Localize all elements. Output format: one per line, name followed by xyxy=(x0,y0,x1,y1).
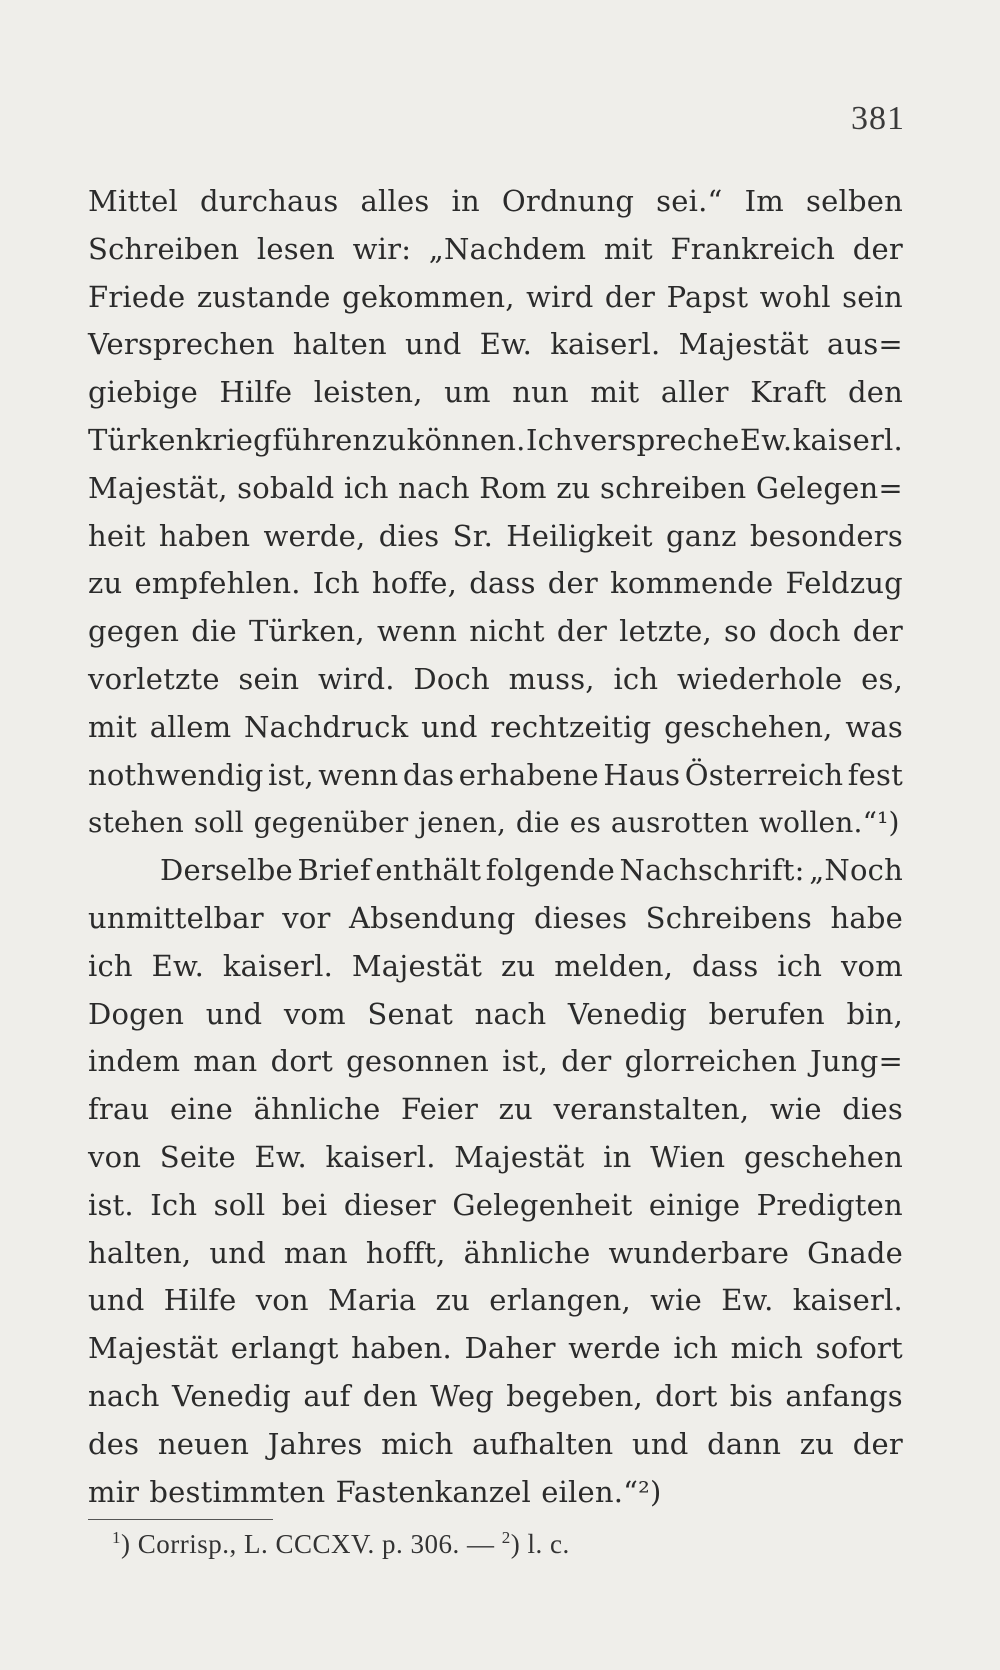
word: was xyxy=(845,709,903,744)
word: mit xyxy=(88,709,138,744)
word: und xyxy=(421,709,478,744)
word: Ordnung xyxy=(501,184,635,218)
word: so xyxy=(724,614,757,649)
word: Predigten xyxy=(756,1187,903,1222)
word: die xyxy=(515,806,560,840)
footnote-marker: 1 xyxy=(112,1528,121,1547)
word: dieses xyxy=(534,900,628,935)
word: von xyxy=(255,1283,309,1318)
word: bei xyxy=(281,1187,328,1222)
word: enthält xyxy=(375,853,482,888)
word: Ew. xyxy=(479,327,533,362)
word: ich xyxy=(343,470,389,505)
word: Papst xyxy=(666,279,749,314)
text-line xyxy=(88,1038,903,1086)
word: muss, xyxy=(508,661,595,696)
word: nothwendig xyxy=(88,757,264,792)
footnote xyxy=(112,1528,570,1560)
word: zu xyxy=(500,948,536,983)
word: zu xyxy=(799,1426,835,1461)
word: sein xyxy=(842,279,903,314)
word: vorletzte xyxy=(88,661,220,696)
word: dieser xyxy=(343,1187,436,1222)
text-line xyxy=(88,417,903,465)
word: doch xyxy=(768,614,841,649)
word: geschehen, xyxy=(664,709,833,744)
word: Frankreich xyxy=(670,231,836,266)
word: wunderbare xyxy=(608,1235,790,1270)
word: erlangen, xyxy=(489,1283,631,1318)
word: Hilfe xyxy=(163,1283,237,1318)
word: das xyxy=(402,757,455,792)
word: dass xyxy=(469,566,536,601)
text-line xyxy=(88,369,903,417)
word: Mittel xyxy=(88,184,178,218)
word: den xyxy=(362,1378,418,1413)
word: Türken, xyxy=(248,614,365,649)
text-line xyxy=(88,1469,903,1517)
word: mit xyxy=(590,375,640,410)
word: nun xyxy=(512,375,569,410)
word: durchaus xyxy=(199,184,339,218)
word: ich xyxy=(613,661,659,696)
word: wollen.“¹) xyxy=(758,806,900,840)
word: halten xyxy=(292,327,387,362)
body-text xyxy=(88,178,903,1516)
word: Derselbe xyxy=(160,853,293,888)
word: mich xyxy=(381,1426,454,1461)
word: frau xyxy=(88,1092,150,1127)
word: soll xyxy=(213,1187,266,1222)
word: leisten, xyxy=(313,375,423,410)
word: wiederhole xyxy=(676,661,843,696)
word: Majestät xyxy=(678,327,809,362)
text-line xyxy=(88,1182,903,1230)
text-line xyxy=(88,274,903,322)
word: ist, xyxy=(502,1044,549,1079)
word: berufen xyxy=(708,996,825,1031)
word: Fastenkanzel xyxy=(335,1474,532,1509)
word: wohl xyxy=(759,279,831,314)
footnote-text: ) Corrisp., L. CCCXV. p. 306. — xyxy=(121,1529,502,1559)
word: dass xyxy=(692,948,759,983)
word: gegen xyxy=(88,614,180,649)
footnote-divider xyxy=(88,1519,273,1520)
text-line xyxy=(88,226,903,274)
word: dort xyxy=(655,1378,718,1413)
page-number: 381 xyxy=(851,100,905,137)
word: Schreibens xyxy=(645,900,813,935)
word: Doch xyxy=(413,661,490,696)
word: anfangs xyxy=(785,1378,903,1413)
word: Gelegen= xyxy=(755,470,903,505)
word: dies xyxy=(842,1092,903,1127)
word: Schreiben xyxy=(88,231,240,266)
word: Heiligkeit xyxy=(506,518,653,553)
word: halten, xyxy=(88,1235,192,1270)
word: aufhalten xyxy=(472,1426,614,1461)
text-line xyxy=(88,321,903,369)
word: Feldzug xyxy=(785,566,903,601)
word: Ew. xyxy=(151,948,205,983)
word: kommende xyxy=(610,566,774,601)
word: vor xyxy=(282,900,331,935)
word: giebige xyxy=(88,375,198,410)
word: wird. xyxy=(317,661,395,696)
word: neuen xyxy=(157,1426,250,1461)
word: eine xyxy=(169,1092,234,1127)
word: einige xyxy=(648,1187,741,1222)
word: haben xyxy=(158,518,251,553)
text-line-paragraph-start xyxy=(88,847,903,895)
word: wird xyxy=(526,279,594,314)
word: können. xyxy=(406,422,526,457)
text-line xyxy=(88,1325,903,1373)
word: es, xyxy=(861,661,903,696)
word: Ew. xyxy=(254,1139,307,1174)
word: es xyxy=(569,806,602,840)
word: gesonnen xyxy=(346,1044,489,1079)
word: melden, xyxy=(554,948,674,983)
word: Friede xyxy=(88,279,186,314)
word: Brief xyxy=(297,853,371,888)
word: wir: xyxy=(352,231,412,266)
word: allem xyxy=(149,709,232,744)
word: letzte, xyxy=(619,614,712,649)
word: Ich xyxy=(312,566,360,601)
text-line xyxy=(88,1086,903,1134)
text-line xyxy=(88,608,903,656)
word: um xyxy=(444,375,491,410)
word: Weg xyxy=(430,1378,494,1413)
word: Venedig xyxy=(171,1378,292,1413)
word: Senat xyxy=(367,996,454,1031)
word: die xyxy=(191,614,237,649)
word: Österreich xyxy=(684,757,844,792)
word: hofft, xyxy=(365,1235,446,1270)
word: kaiserl. xyxy=(222,948,334,983)
word: Ich xyxy=(150,1187,198,1222)
text-line xyxy=(88,1230,903,1278)
word: wenn xyxy=(318,757,399,792)
word: „Noch xyxy=(809,853,903,888)
word: nach xyxy=(398,470,470,505)
word: veranstalten, xyxy=(553,1092,750,1127)
word: ist, xyxy=(268,757,314,792)
word: Wien xyxy=(650,1139,726,1174)
word: mich xyxy=(730,1331,804,1366)
word: ist. xyxy=(88,1187,134,1222)
word: zu xyxy=(556,470,591,505)
word: vom xyxy=(283,996,346,1031)
word: bis xyxy=(729,1378,774,1413)
text-line xyxy=(88,1421,903,1469)
word: Gelegenheit xyxy=(452,1187,633,1222)
word: ich xyxy=(673,1331,719,1366)
word: Türkenkrieg xyxy=(88,422,272,457)
word: den xyxy=(847,375,903,410)
word: ähnliche xyxy=(253,1092,381,1127)
word: selben xyxy=(806,184,903,218)
word: und xyxy=(405,327,462,362)
word: Jung= xyxy=(810,1044,903,1079)
text-line xyxy=(88,1277,903,1325)
word: Ew. xyxy=(739,422,793,457)
word: zustande xyxy=(196,279,331,314)
word: eilen.“²) xyxy=(541,1474,662,1509)
word: von xyxy=(88,1139,142,1174)
footnote-text: ) l. c. xyxy=(510,1529,570,1559)
word: indem xyxy=(88,1044,181,1079)
word: ausrotten xyxy=(610,806,750,840)
word: gekommen, xyxy=(342,279,515,314)
word: wie xyxy=(650,1283,702,1318)
word: und xyxy=(209,1235,266,1270)
word: Majestät xyxy=(454,1139,585,1174)
word: führen xyxy=(272,422,372,457)
word: sei.“ xyxy=(656,184,723,218)
word: zu xyxy=(498,1092,533,1127)
word: und xyxy=(88,1283,145,1318)
word: ganz xyxy=(666,518,737,553)
word: „Nachdem xyxy=(428,231,587,266)
word: der xyxy=(604,279,656,314)
word: kaiserl. xyxy=(792,422,903,457)
word: werde, xyxy=(263,518,366,553)
word: Dogen xyxy=(88,996,185,1031)
word: zu xyxy=(435,1283,470,1318)
word: alles xyxy=(360,184,430,218)
word: stehen xyxy=(88,806,185,840)
word: glorreichen xyxy=(624,1044,797,1079)
text-line xyxy=(88,943,903,991)
text-line xyxy=(88,178,903,226)
word: auf xyxy=(303,1378,351,1413)
text-line xyxy=(88,991,903,1039)
word: mit xyxy=(603,231,653,266)
word: heit xyxy=(88,518,146,553)
word: Gnade xyxy=(807,1235,903,1270)
word: Seite xyxy=(159,1139,236,1174)
word: haben. xyxy=(351,1331,452,1366)
word: sofort xyxy=(815,1331,903,1366)
word: Ew. xyxy=(721,1283,774,1318)
word: Nachdruck xyxy=(244,709,409,744)
word: ich xyxy=(777,948,823,983)
word: kaiserl. xyxy=(550,327,661,362)
word: aller xyxy=(660,375,729,410)
word: zu xyxy=(371,422,407,457)
word: zu xyxy=(88,566,123,601)
word: fest xyxy=(847,757,903,792)
word: und xyxy=(205,996,263,1031)
word: in xyxy=(451,184,480,218)
text-line xyxy=(88,799,903,847)
word: dann xyxy=(707,1426,782,1461)
word: geschehen xyxy=(743,1139,903,1174)
word: kaiserl. xyxy=(325,1139,436,1174)
text-line xyxy=(88,895,903,943)
word: dies xyxy=(378,518,440,553)
word: der xyxy=(561,1044,612,1079)
word: jenen, xyxy=(418,806,507,840)
word: hoffe, xyxy=(371,566,458,601)
word: besonders xyxy=(749,518,903,553)
word: Majestät xyxy=(351,948,483,983)
word: und xyxy=(632,1426,689,1461)
word: Kraft xyxy=(750,375,827,410)
word: bestimmten xyxy=(149,1474,326,1509)
word: Feier xyxy=(401,1092,479,1127)
word: nach xyxy=(474,996,547,1031)
word: Majestät, xyxy=(88,470,228,505)
text-line xyxy=(88,656,903,704)
word: Nachschrift: xyxy=(619,853,805,888)
word: der xyxy=(852,231,903,266)
word: nach xyxy=(88,1378,160,1413)
word: aus= xyxy=(826,327,903,362)
word: nicht xyxy=(469,614,545,649)
word: des xyxy=(88,1426,140,1461)
word: ähnliche xyxy=(463,1235,591,1270)
text-line xyxy=(88,1134,903,1182)
word: man xyxy=(193,1044,258,1079)
text-line xyxy=(88,704,903,752)
word: der xyxy=(852,614,903,649)
word: der xyxy=(852,1426,903,1461)
word: Majestät xyxy=(88,1331,219,1366)
word: der xyxy=(547,566,598,601)
word: lesen xyxy=(256,231,336,266)
word: Haus xyxy=(603,757,681,792)
word: unmittelbar xyxy=(88,900,264,935)
word: Venedig xyxy=(567,996,688,1031)
word: folgende xyxy=(485,853,615,888)
word: in xyxy=(603,1139,632,1174)
word: bin, xyxy=(846,996,903,1031)
word: Ich xyxy=(526,422,574,457)
word: habe xyxy=(830,900,903,935)
word: kaiserl. xyxy=(792,1283,903,1318)
word: sobald xyxy=(237,470,335,505)
word: Versprechen xyxy=(88,327,275,362)
text-line xyxy=(88,752,903,800)
word: Absendung xyxy=(349,900,516,935)
word: schreiben xyxy=(600,470,747,505)
word: Hilfe xyxy=(219,375,293,410)
word: Maria xyxy=(328,1283,417,1318)
word: Jahres xyxy=(267,1426,363,1461)
word: rechtzeitig xyxy=(490,709,652,744)
word: Sr. xyxy=(452,518,494,553)
footnote-marker: 2 xyxy=(501,1528,511,1547)
word: verspreche xyxy=(573,422,740,457)
text-line xyxy=(88,560,903,608)
word: dort xyxy=(270,1044,333,1079)
word: empfehlen. xyxy=(134,566,301,601)
word: sein xyxy=(238,661,300,696)
word: soll xyxy=(193,806,244,840)
text-line xyxy=(88,465,903,513)
word: wenn xyxy=(376,614,458,649)
word: vom xyxy=(840,948,903,983)
word: Im xyxy=(744,184,784,218)
word: Daher xyxy=(464,1331,556,1366)
word: man xyxy=(283,1235,348,1270)
word: mir xyxy=(88,1474,140,1509)
word: ich xyxy=(88,948,133,983)
word: begeben, xyxy=(506,1378,643,1413)
word: Rom xyxy=(479,470,547,505)
word: wie xyxy=(769,1092,822,1127)
text-line xyxy=(88,513,903,561)
word: gegenüber xyxy=(253,806,409,840)
word: werde xyxy=(568,1331,661,1366)
word: der xyxy=(556,614,608,649)
word: erlangt xyxy=(230,1331,339,1366)
text-line xyxy=(88,1373,903,1421)
word: erhabene xyxy=(458,757,599,792)
